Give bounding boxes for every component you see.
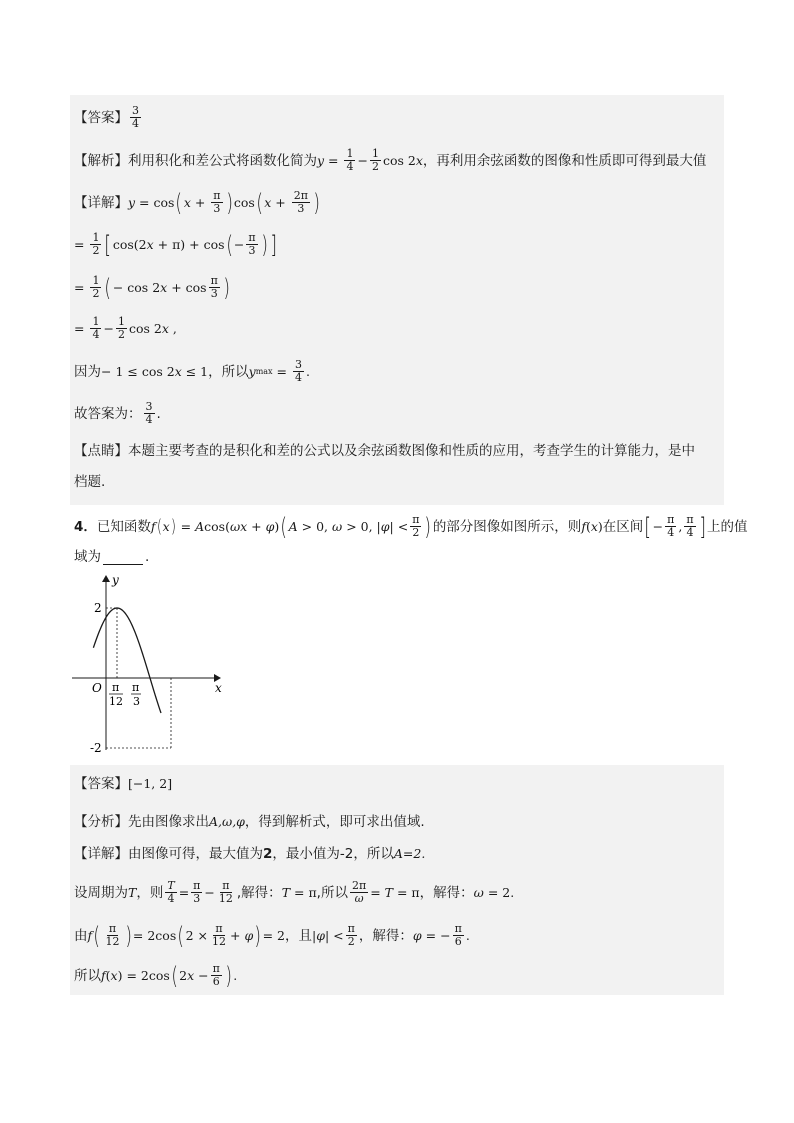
because-line: 因为 − 1 ≤ cos 2x ≤ 1 ，所以 y max = $\frac{3}{4}$ . — [74, 358, 310, 384]
result-line: 所以 f(x) = 2cos ( 2x − $\frac{\pi}{6}$ ) . — [74, 961, 238, 990]
answer-row — [74, 105, 143, 130]
period-line: 设周期为 T ，则 $\frac{T}{4}$ = $\frac{\pi}{3}$ − $\frac{\pi}{12}$ ,解得： T = π ,所以 $\frac{2\pi}{\omega}$ = T = π ，解得： ω = 2. — [74, 879, 515, 905]
answer-fraction: $\frac{3}{4}$ — [132, 104, 139, 130]
y-max-label: 2 — [94, 601, 102, 615]
answer-row-4: 【答案】 [−1, 2] — [74, 776, 173, 792]
so-answer-line: 故答案为： $\frac{3}{4}$ . — [74, 400, 161, 426]
equation-line: = $\frac{1}{4}$ − $\frac{1}{2}$ cos 2x , — [74, 315, 177, 341]
answer-label: 【答案】 — [74, 109, 128, 126]
tick-label-pi-3-den: 3 — [133, 695, 140, 708]
analysis-row: 【解析】 利用积化和差公式将函数化简为 y = $\frac{1}{4}$ − $\frac{1}{2}$ cos 2x ，再利用余弦函数的图像和性质即可得到最大值 — [74, 147, 707, 173]
fenxi-row: 【分析】 先由图像求出 A,ω,φ ，得到解析式，即可求出值域. — [74, 814, 425, 830]
tick-label-pi-3-num: π — [132, 681, 140, 694]
question-4-stem: 4． 已知函数 f ( x ) = Acos(ωx + φ) ( A > 0, ω > 0, |φ| < $\frac{\pi}{2}$ ) 的部分图像如图所示，则 f (x) 在区间 [ − $\frac{\pi}{4}$ , $\frac{\pi}{4}$ ] 上的值 — [74, 512, 748, 541]
detail-row: 【详解】 y = cos ( x + $\frac{\pi}{3}$ ) cos ( x + $\frac{2\pi}{3}$ ) — [74, 188, 320, 217]
equation-line: = $\frac{1}{2}$ ( − cos 2x + cos $\frac{\pi}{3}$ ) — [74, 273, 230, 302]
y-min-label: -2 — [90, 741, 102, 755]
origin-label: O — [92, 681, 102, 695]
tick-label-pi-12-den: 12 — [109, 695, 123, 708]
answer-blank — [103, 550, 143, 565]
comment-row: 【点睛】 本题主要考查的是积化和差的公式以及余弦函数图像和性质的应用，考查学生的计算能力，是中 — [74, 443, 695, 459]
cosine-graph — [70, 570, 230, 760]
phase-line: 由 f ( $\frac{\pi}{12}$ ) = 2cos ( 2 × $\frac{\pi}{12}$ + φ ) = 2 ，且 |φ| < $\frac{\pi}{2}$ ，解得： φ = − $\frac{\pi}{6}$ . — [74, 921, 470, 950]
cosine-curve — [93, 608, 161, 713]
tick-label-pi-12-num: π — [112, 681, 120, 694]
detail-row-4: 【详解】 由图像可得，最大值为 2 ，最小值为 -2 ，所以 A=2. — [74, 846, 426, 862]
equation-line: = $\frac{1}{2}$ [ cos(2x + π) + cos ( − $\frac{\pi}{3}$ ) ] — [74, 230, 277, 259]
x-axis-label: x — [215, 681, 222, 695]
question-4-stem-2: 域为 . — [74, 549, 150, 565]
comment-row-2: 档题. — [74, 474, 106, 490]
y-axis-label: y — [112, 573, 119, 587]
